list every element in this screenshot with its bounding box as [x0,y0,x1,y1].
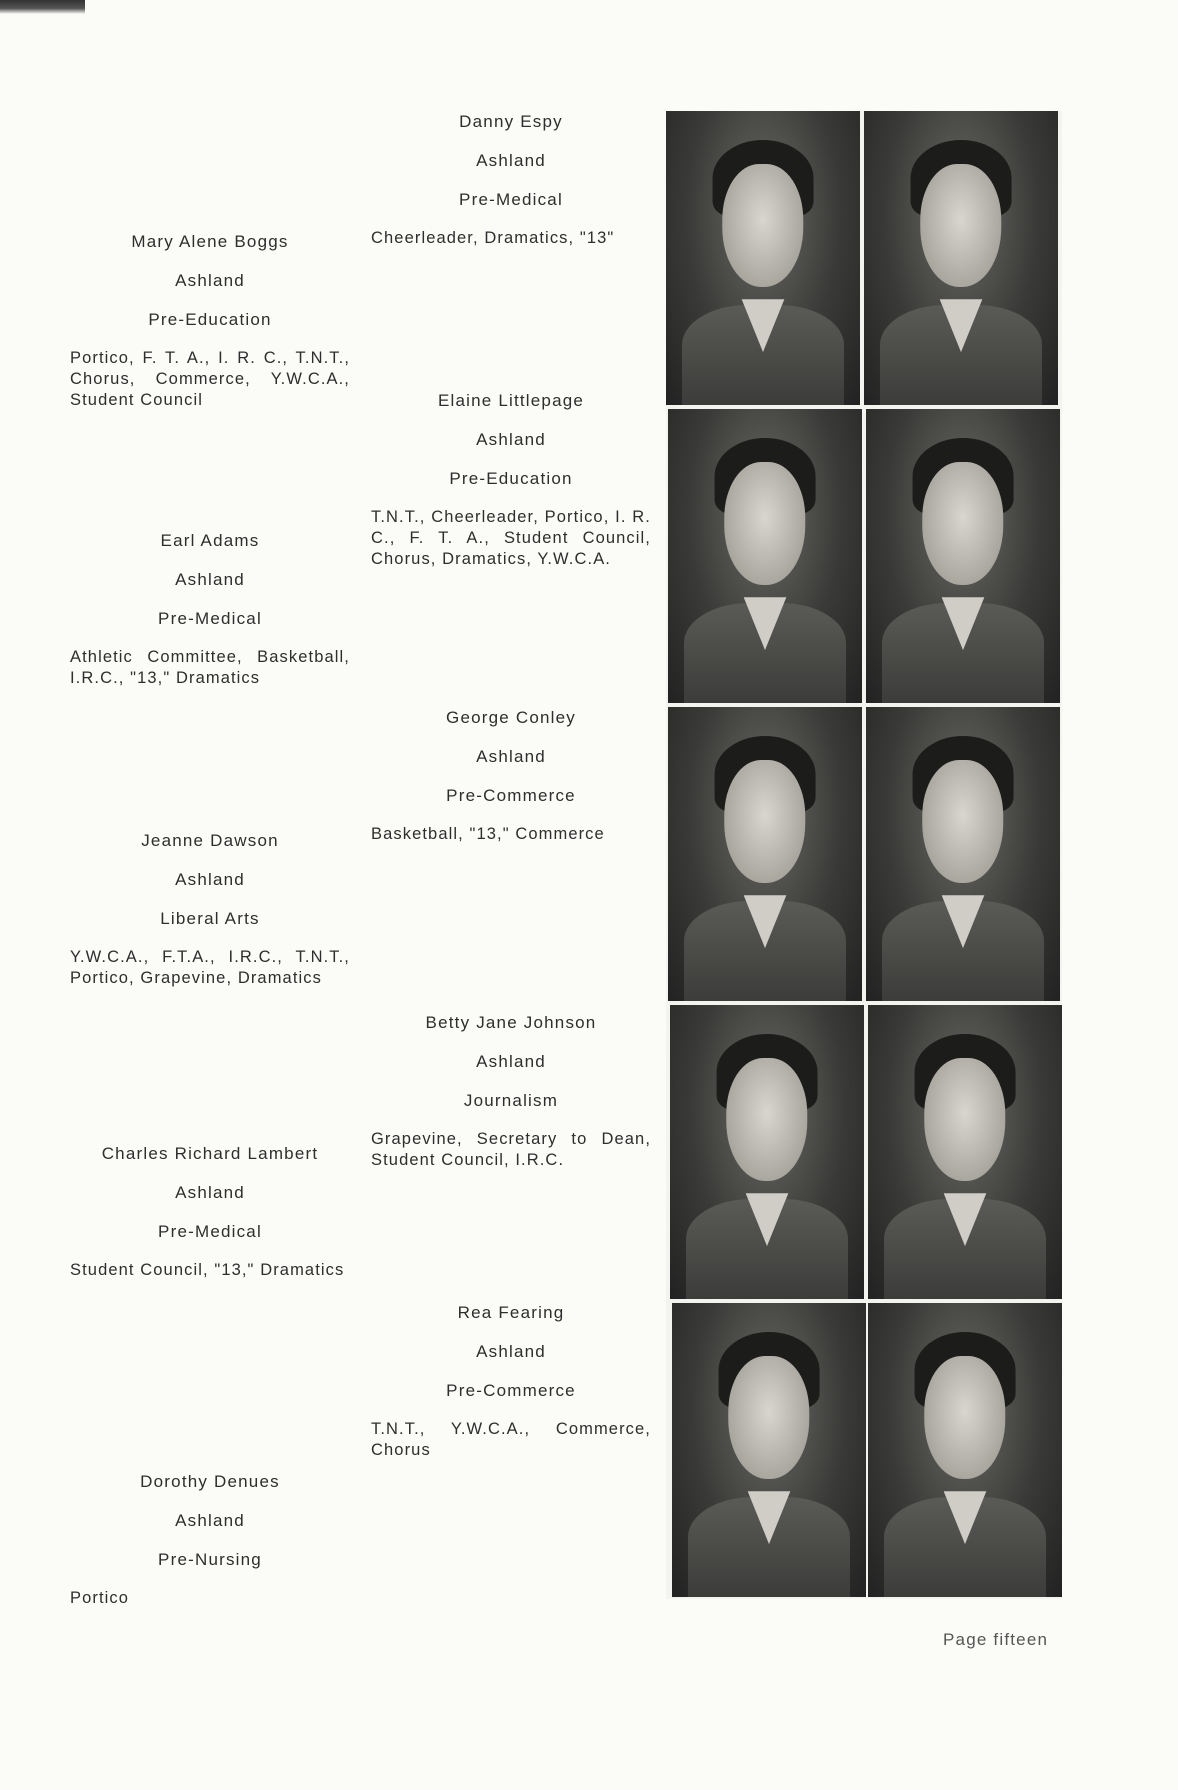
student-course: Pre-Commerce [446,786,576,805]
student-entry [70,1472,350,1609]
portrait-photo [668,707,862,1001]
portrait-photo [666,111,860,405]
portrait-photo [670,1005,864,1299]
student-name: Earl Adams [160,531,260,550]
student-name: Danny Espy [459,112,563,131]
student-activities: Y.W.C.A., F.T.A., I.R.C., T.N.T., Portico, Grapevine, Dramatics [70,948,350,987]
student-town: Ashland [175,870,245,889]
portrait-grid [666,111,1062,1599]
student-entry [70,831,350,989]
student-course: Pre-Medical [459,190,563,209]
portrait-photo [866,707,1060,1001]
student-activities: Student Council, "13," Dramatics [70,1261,345,1279]
page-number: Page fifteen [943,1630,1049,1649]
student-name: Dorothy Denues [140,1472,280,1491]
student-town: Ashland [175,1511,245,1530]
portrait-photo [868,1303,1062,1597]
student-town: Ashland [476,747,546,766]
student-entry [70,1144,350,1281]
student-name: Elaine Littlepage [437,391,585,410]
student-town: Ashland [476,430,546,449]
portrait-photo [864,111,1058,405]
student-entry [371,1303,651,1461]
student-entry [70,232,350,411]
student-course: Journalism [463,1091,559,1110]
student-name: Mary Alene Boggs [131,232,289,251]
student-name: Jeanne Dawson [141,831,279,850]
student-course: Pre-Medical [158,1222,262,1241]
portrait-photo [672,1303,866,1597]
student-course: Liberal Arts [160,909,260,928]
student-town: Ashland [175,1183,245,1202]
student-activities: T.N.T., Y.W.C.A., Commerce, Chorus [371,1420,651,1459]
student-name: George Conley [446,708,576,727]
student-course: Pre-Commerce [446,1381,576,1400]
student-name: Rea Fearing [457,1303,565,1322]
student-entry [371,112,651,249]
student-town: Ashland [476,151,546,170]
student-town: Ashland [476,1342,546,1361]
student-town: Ashland [476,1052,546,1071]
student-town: Ashland [175,271,245,290]
portrait-photo [866,409,1060,703]
student-course: Pre-Education [449,469,573,488]
student-activities: Athletic Committee, Basketball, I.R.C., "13," Dramatics [70,648,350,687]
student-activities: Grapevine, Secretary to Dean, Student Council, I.R.C. [371,1130,651,1169]
student-activities: T.N.T., Cheerleader, Portico, I. R. C., F. T. A., Student Council, Chorus, Dramatics, Y.W.C.A. [371,508,651,568]
student-course: Pre-Nursing [158,1550,262,1569]
student-name: Betty Jane Johnson [425,1013,597,1032]
student-course: Pre-Education [148,310,272,329]
student-town: Ashland [175,570,245,589]
portrait-photo [868,1005,1062,1299]
student-entry [371,708,651,845]
portrait-photo [668,409,862,703]
student-activities: Basketball, "13," Commerce [371,825,605,843]
student-activities: Cheerleader, Dramatics, "13" [371,229,615,247]
scan-edge-mark [0,0,85,14]
student-entry [70,531,350,689]
student-activities: Portico [70,1589,130,1607]
student-entry [371,391,651,570]
student-activities: Portico, F. T. A., I. R. C., T.N.T., Chorus, Commerce, Y.W.C.A., Student Council [70,349,350,409]
student-entry [371,1013,651,1171]
student-course: Pre-Medical [158,609,262,628]
student-name: Charles Richard Lambert [101,1144,319,1163]
